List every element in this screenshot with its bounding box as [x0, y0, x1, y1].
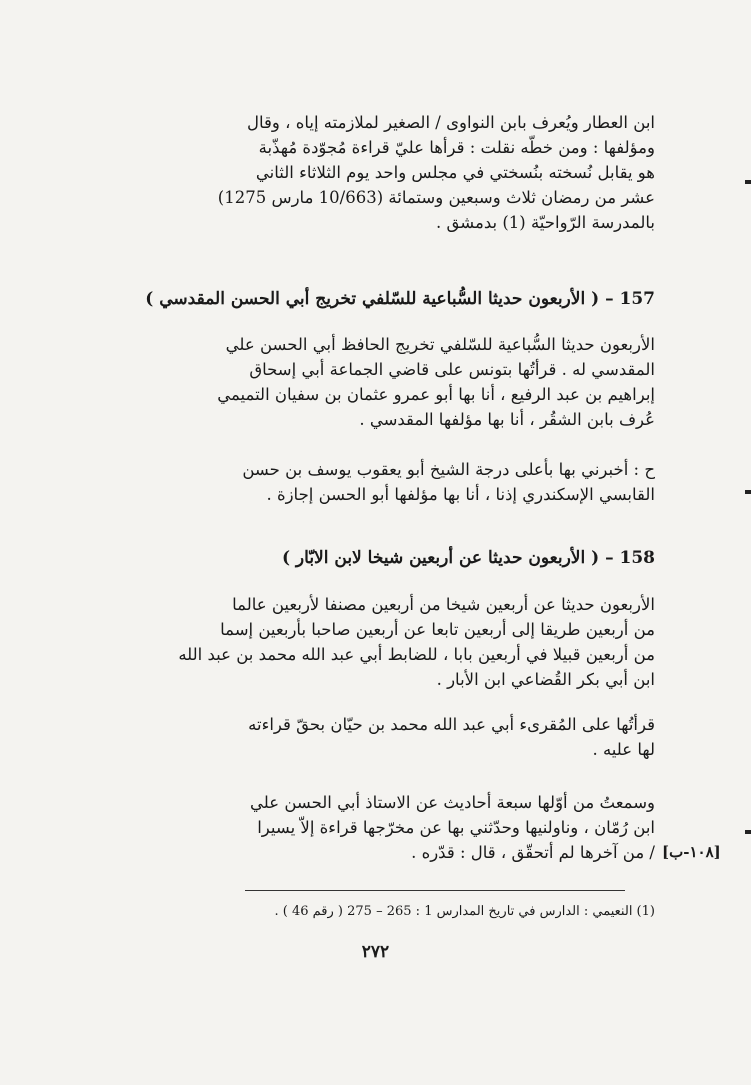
previous-entry-text	[95, 110, 655, 235]
footnote: (1) النعيمي : الدارس في تاريخ المدارس 1 : 265 – 275 ( رقم 46 ) .	[274, 904, 655, 919]
text-line: إبراهيم بن عبد الرفيع ، أنا بها أبو عمرو عثمان بن سفيان التميمي	[217, 385, 655, 404]
text-line: المقدسي له . قرأتُها بتونس على قاضي الجماعة أبي إسحاق	[249, 360, 655, 379]
footnote-separator	[245, 890, 625, 891]
text-line: ومؤلفها : ومن خطّه نقلت : قرأها عليّ قراءة مُجوّدة مُهذّبة	[258, 138, 655, 157]
entry-158-heading: 158 – ( الأربعون حديثا عن أربعين شيخا لابن الابّار )	[281, 548, 655, 568]
text-line: قرأتُها على المُقرىء أبي عبد الله محمد بن حيّان بحقّ قراءته	[248, 715, 655, 734]
text-line: / من آخرها لم أتحقّق ، قال : قدّره .	[411, 843, 655, 862]
scan-edge-mark	[745, 830, 751, 834]
text-line: بالمدرسة الرّواحيّة (1) بدمشق .	[436, 213, 655, 232]
text-line: ابن أبي بكر القُضاعي ابن الأبار .	[436, 670, 655, 689]
text-line: وسمعتُ من أوّلها سبعة أحاديث عن الاستاذ أبي الحسن علي	[250, 793, 655, 812]
text-line: هو يقابل نُسخته بنُسختي في مجلس واحد يوم الثلاثاء الثاني	[255, 163, 655, 182]
text-line: عُرف بابن الشقُر ، أنا بها مؤلفها المقدسي .	[359, 410, 655, 429]
entry-157-paragraph-1	[95, 332, 655, 432]
scan-edge-mark	[745, 490, 751, 494]
text-line: ابن رُمّان ، وناولنيها وحدّثني بها عن مخرّجها قراءة إلاّ يسيرا	[257, 818, 655, 837]
text-line: ح : أخبرني بها بأعلى درجة الشيخ أبو يعقوب يوسف بن حسن	[242, 460, 655, 479]
entry-157-paragraph-2	[95, 457, 655, 507]
text-line: الأربعون حديثا السُّباعية للسّلفي تخريج الحافظ أبي الحسن علي	[225, 335, 655, 354]
manuscript-folio-reference: [١٠٨-ب]	[662, 843, 721, 861]
text-line: القابسي الإسكندري إذنا ، أنا بها مؤلفها أبو الحسن إجازة .	[266, 485, 655, 504]
text-line: الأربعون حديثا عن أربعين شيخا من أربعين مصنفا لأربعين عالما	[232, 595, 655, 614]
text-line: ابن العطار ويُعرف بابن النواوى / الصغير لملازمته إياه ، وقال	[247, 113, 655, 132]
page-number: ٢٧٢	[361, 942, 390, 962]
text-line: من أربعين طريقا إلى أربعين تابعا عن أربعين صاحبا بأربعين إسما	[220, 620, 655, 639]
text-line: لها عليه .	[592, 740, 655, 759]
entry-157-heading: 157 – ( الأربعون حديثا السُّباعية للسّلفي تخريج أبي الحسن المقدسي )	[145, 289, 655, 309]
entry-158-paragraph-1	[95, 592, 655, 692]
text-line: من أربعين قبيلا في أربعين بابا ، للضابط أبي عبد الله محمد بن عبد الله	[178, 645, 655, 664]
entry-158-paragraph-2	[95, 712, 655, 762]
scan-edge-mark	[745, 180, 751, 184]
text-line: عشر من رمضان ثلاث وسبعين وستمائة (10/663 مارس 1275)	[217, 188, 655, 207]
entry-158-paragraph-3	[95, 790, 655, 865]
